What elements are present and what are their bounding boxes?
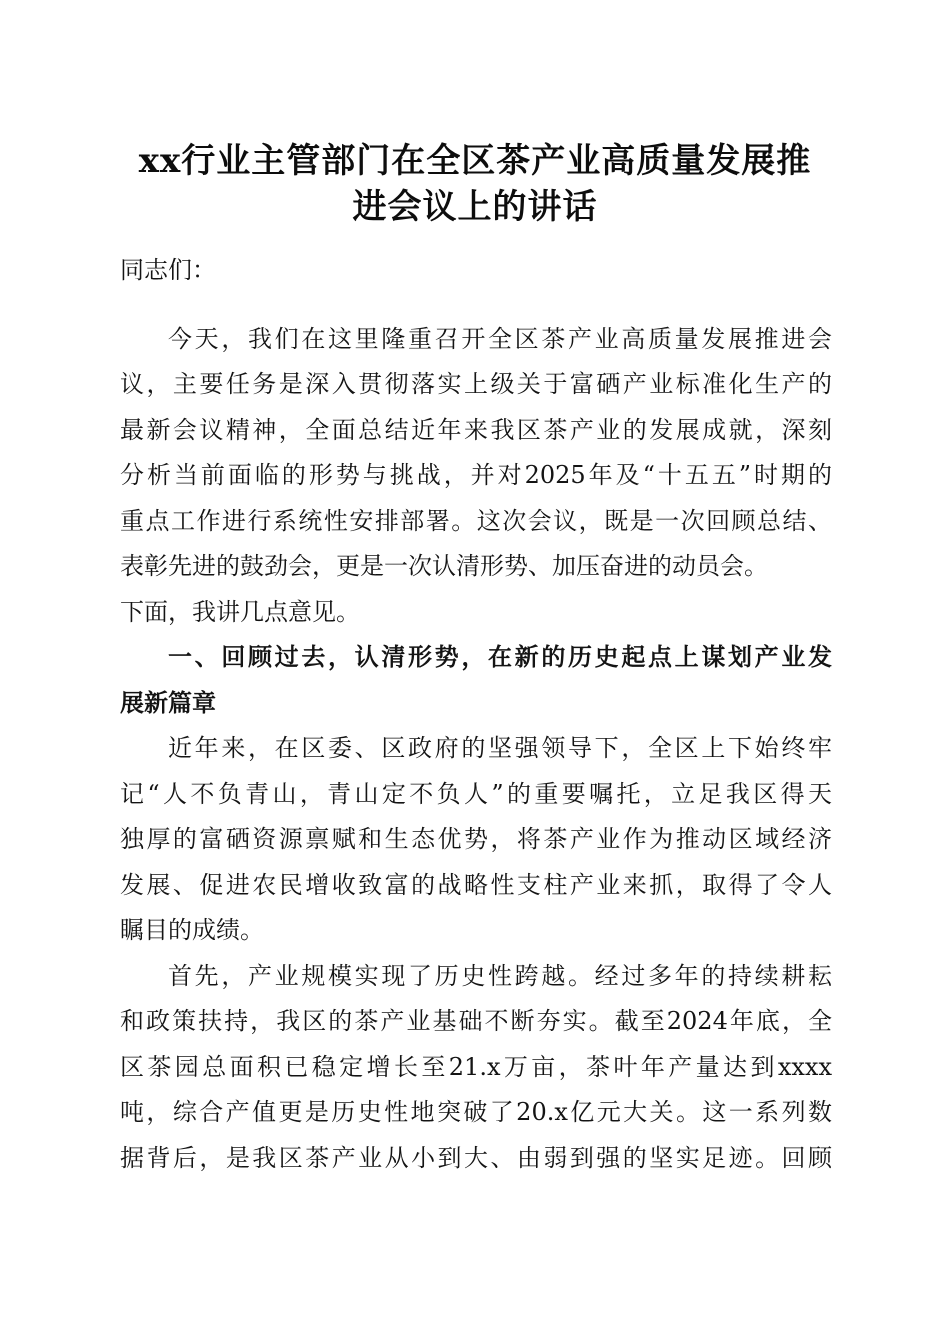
- paragraph-3-line: 吨，综合产值更是历史性地突破了20.x亿元大关。这一系列数: [120, 1098, 832, 1126]
- paragraph-2-line: 记“人不负青山，青山定不负人”的重要嘱托，立足我区得天: [120, 780, 832, 808]
- paragraph-3-line: 据背后，是我区茶产业从小到大、由弱到强的坚实足迹。回顾: [120, 1144, 832, 1172]
- paragraph-2-line: 独厚的富硒资源禀赋和生态优势，将茶产业作为推动区域经济: [120, 825, 832, 853]
- document-title-line-2: 进会议上的讲话: [352, 187, 598, 227]
- paragraph-1-line: 今天，我们在这里隆重召开全区茶产业高质量发展推进会: [168, 325, 832, 353]
- paragraph-3-line: 区茶园总面积已稳定增长至21.x万亩，茶叶年产量达到xxxx: [120, 1053, 832, 1081]
- paragraph-1-line: 最新会议精神，全面总结近年来我区茶产业的发展成就，深刻: [120, 416, 832, 444]
- paragraph-1-line: 议，主要任务是深入贯彻落实上级关于富硒产业标准化生产的: [120, 370, 832, 398]
- paragraph-1-line: 分析当前面临的形势与挑战，并对2025年及“十五五”时期的: [120, 461, 832, 489]
- paragraph-1-line: 下面，我讲几点意见。: [120, 598, 360, 626]
- paragraph-1-line: 表彰先进的鼓劲会，更是一次认清形势、加压奋进的动员会。: [120, 552, 768, 580]
- paragraph-3-line: 首先，产业规模实现了历史性跨越。经过多年的持续耕耘: [168, 962, 832, 990]
- paragraph-3-line: 和政策扶持，我区的茶产业基础不断夯实。截至2024年底，全: [120, 1007, 832, 1035]
- section-heading-1-line: 一、回顾过去，认清形势，在新的历史起点上谋划产业发: [168, 642, 832, 671]
- greeting: 同志们：: [120, 256, 216, 284]
- paragraph-2-line: 瞩目的成绩。: [120, 916, 264, 944]
- paragraph-2-line: 发展、促进农民增收致富的战略性支柱产业来抓，取得了令人: [120, 871, 832, 899]
- paragraph-1-line: 重点工作进行系统性安排部署。这次会议，既是一次回顾总结、: [120, 507, 832, 535]
- paragraph-2-line: 近年来，在区委、区政府的坚强领导下，全区上下始终牢: [168, 734, 832, 762]
- document-title-line-1: xx行业主管部门在全区茶产业高质量发展推: [138, 141, 812, 181]
- section-heading-1-line: 展新篇章: [120, 688, 216, 717]
